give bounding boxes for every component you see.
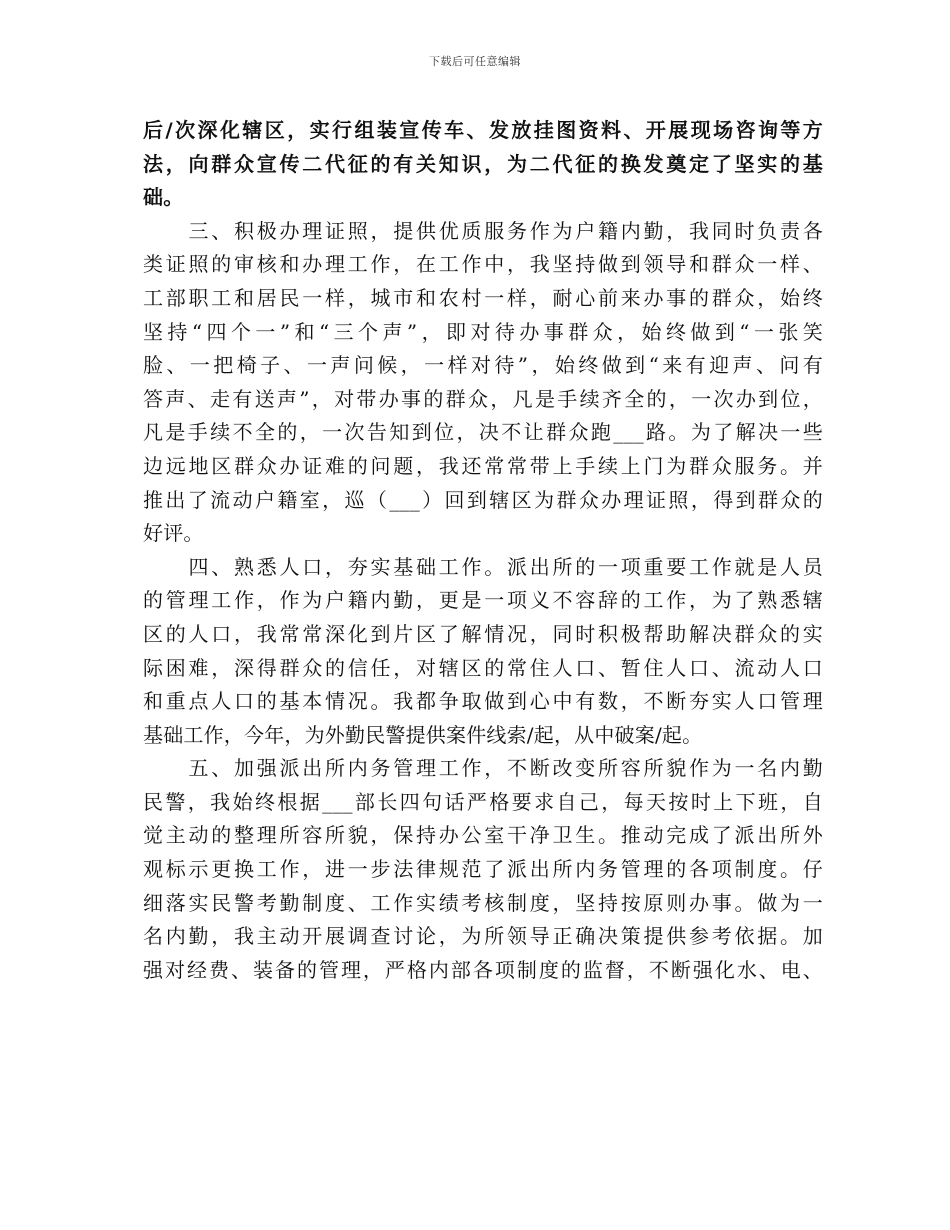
text-line: 际困难，深得群众的信任，对辖区的常住人口、暂住人口、流动人口 — [143, 655, 823, 680]
paragraph-section-4 — [143, 551, 823, 753]
text-line: 推出了流动户籍室，巡（___）回到辖区为群众办理证照，得到群众的 — [143, 487, 823, 512]
text-line: 类证照的审核和办理工作，在工作中，我坚持做到领导和群众一样、 — [143, 252, 823, 277]
text-line: 工部职工和居民一样，城市和农村一样，耐心前来办事的群众，始终 — [143, 285, 823, 310]
text-line: 凡是手续不全的，一次告知到位，决不让群众跑___路。为了解决一些 — [143, 420, 823, 445]
text-line: 法，向群众宣传二代征的有关知识，为二代征的换发奠定了坚实的基 — [143, 151, 823, 176]
text-line: 觉主动的整理所容所貌，保持办公室干净卫生。推动完成了派出所外 — [143, 823, 823, 848]
document-body — [143, 114, 823, 987]
text-line: 后/次深化辖区，实行组装宣传车、发放挂图资料、开展现场咨询等方 — [143, 118, 823, 142]
text-line: 观标示更换工作，进一步法律规范了派出所内务管理的各项制度。仔 — [143, 857, 823, 882]
text-line: 三、积极办理证照，提供优质服务作为户籍内勤，我同时负责各 — [143, 218, 823, 243]
text-line: 好评。 — [143, 521, 204, 546]
paragraph-intro — [143, 114, 823, 215]
text-line: 边远地区群众办证难的问题，我还常常带上手续上门为群众服务。并 — [143, 453, 823, 478]
text-line: 答声、走有送声”，对带办事的群众，凡是手续齐全的，一次办到位， — [143, 386, 823, 411]
text-line: 础。 — [143, 185, 184, 210]
text-line: 的管理工作，作为户籍内勤，更是一项义不容辞的工作，为了熟悉辖 — [143, 588, 823, 613]
paragraph-section-5 — [143, 752, 823, 987]
text-line: 坚持“四个一”和“三个声”，即对待办事群众，始终做到“一张笑 — [143, 319, 823, 344]
text-line: 基础工作，今年，为外勤民警提供案件线索/起，从中破案/起。 — [143, 722, 703, 747]
text-line: 和重点人口的基本情况。我都争取做到心中有数，不断夯实人口管理 — [143, 689, 823, 714]
text-line: 区的人口，我常常深化到片区了解情况，同时积极帮助解决群众的实 — [143, 621, 823, 646]
text-line: 名内勤，我主动开展调查讨论，为所领导正确决策提供参考依据。加 — [143, 924, 823, 949]
text-line: 强对经费、装备的管理，严格内部各项制度的监督，不断强化水、电、 — [143, 957, 823, 982]
text-line: 五、加强派出所内务管理工作，不断改变所容所貌作为一名内勤 — [143, 756, 823, 781]
paragraph-section-3 — [143, 215, 823, 551]
text-line: 民警，我始终根据___部长四句话严格要求自己，每天按时上下班，自 — [143, 789, 823, 814]
text-line: 脸、一把椅子、一声问候，一样对待”，始终做到“来有迎声、问有 — [143, 353, 823, 378]
page-header: 下载后可任意编辑 — [429, 55, 521, 68]
text-line: 四、熟悉人口，夯实基础工作。派出所的一项重要工作就是人员 — [143, 554, 823, 579]
text-line: 细落实民警考勤制度、工作实绩考核制度，坚持按原则办事。做为一 — [143, 890, 823, 915]
